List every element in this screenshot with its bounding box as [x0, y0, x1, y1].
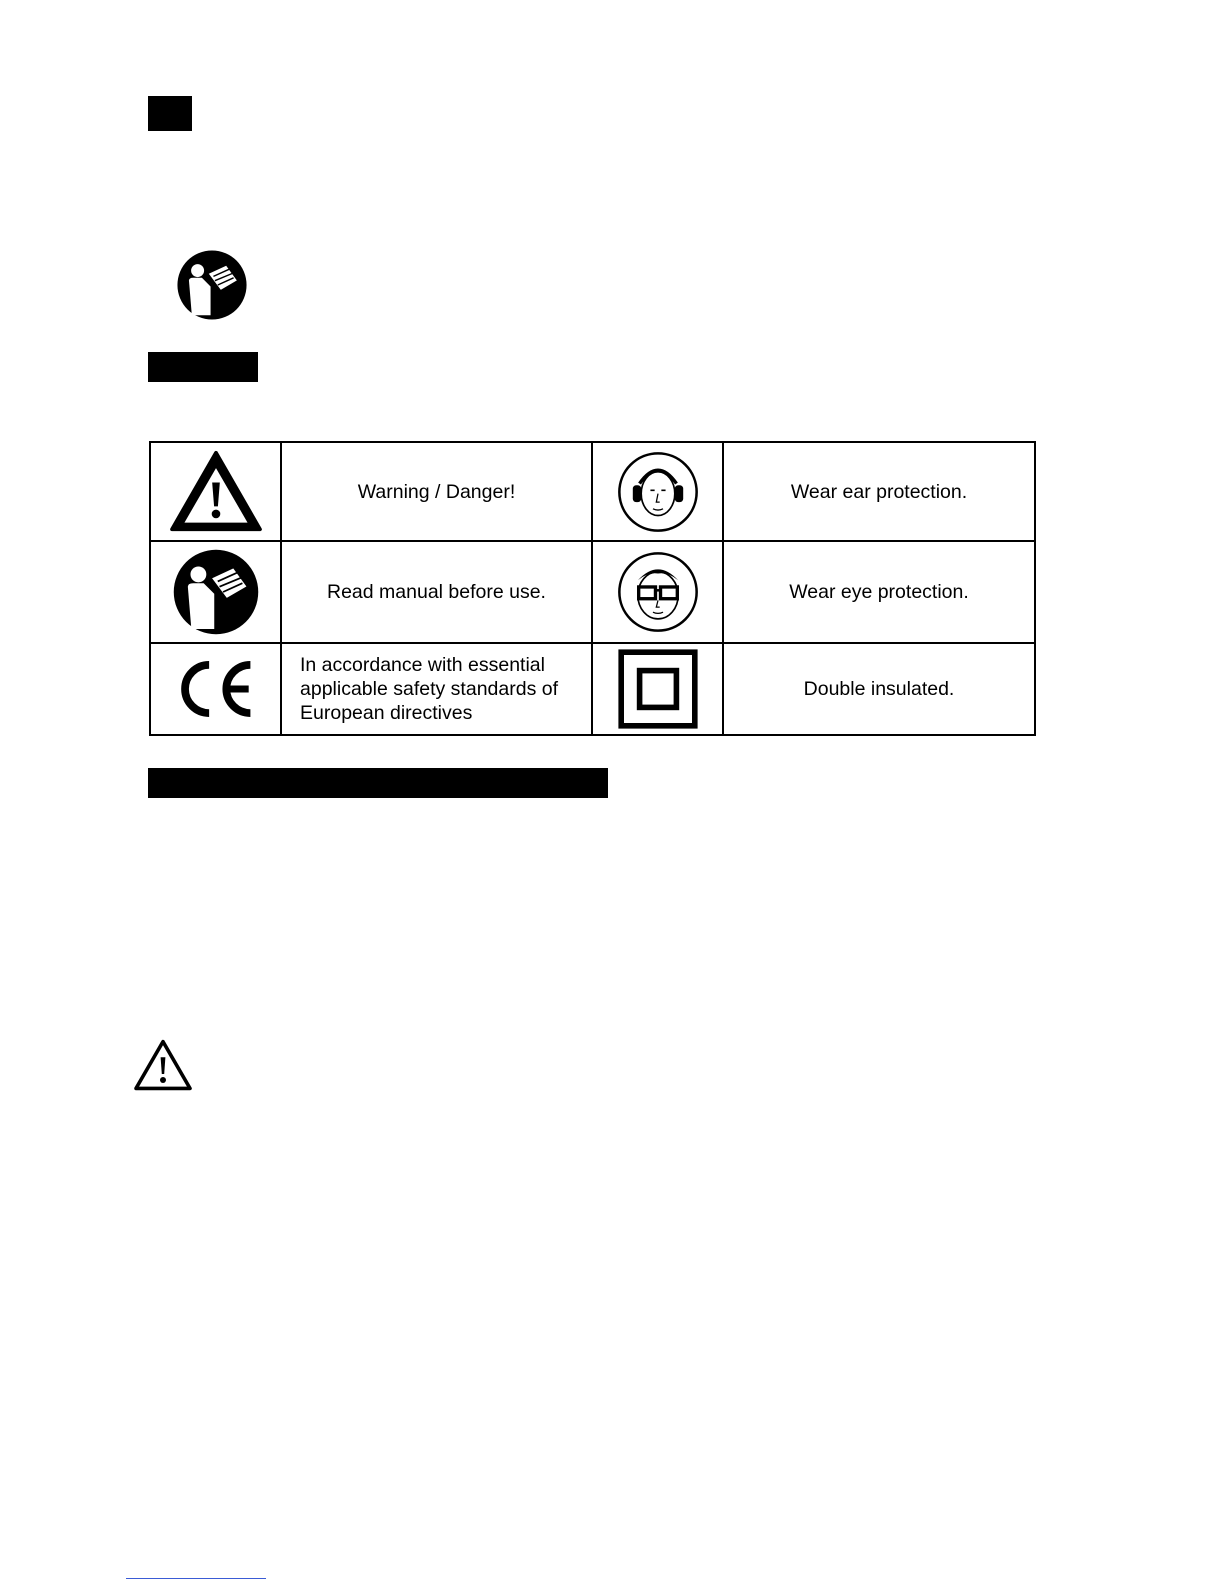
- read-manual-icon: [176, 249, 248, 321]
- ce-description: [281, 643, 592, 735]
- footer-rule: [126, 1578, 266, 1579]
- icon-cell: [150, 541, 281, 642]
- section-heading-bar-symbols: [148, 352, 258, 382]
- icon-cell: [592, 643, 723, 735]
- warning-triangle-icon: [168, 449, 264, 535]
- table-row: [150, 643, 1035, 735]
- ce-description-line: In accordance with essential: [300, 653, 545, 676]
- eye-protection-icon: [616, 550, 700, 634]
- symbols-table: [149, 441, 1036, 736]
- symbol-description: Warning / Danger!: [281, 442, 592, 541]
- icon-cell: [150, 442, 281, 541]
- section-heading-bar-safety: [148, 768, 608, 798]
- icon-cell: [150, 643, 281, 735]
- ce-description-line: European directives: [300, 701, 473, 724]
- warning-triangle-icon: [133, 1038, 193, 1092]
- symbol-description: Wear eye protection.: [723, 541, 1035, 642]
- table-row: [150, 541, 1035, 642]
- ce-description-line: applicable safety standards of: [300, 677, 558, 700]
- ear-protection-icon: [616, 450, 700, 534]
- symbol-description: Double insulated.: [723, 643, 1035, 735]
- ce-mark-icon: [173, 656, 259, 722]
- icon-cell: [592, 442, 723, 541]
- symbol-description: Wear ear protection.: [723, 442, 1035, 541]
- language-tab-box: [148, 96, 192, 131]
- table-row: [150, 442, 1035, 541]
- icon-cell: [592, 541, 723, 642]
- double-insulated-icon: [618, 649, 698, 729]
- symbol-description: Read manual before use.: [281, 541, 592, 642]
- read-manual-icon: [172, 548, 260, 636]
